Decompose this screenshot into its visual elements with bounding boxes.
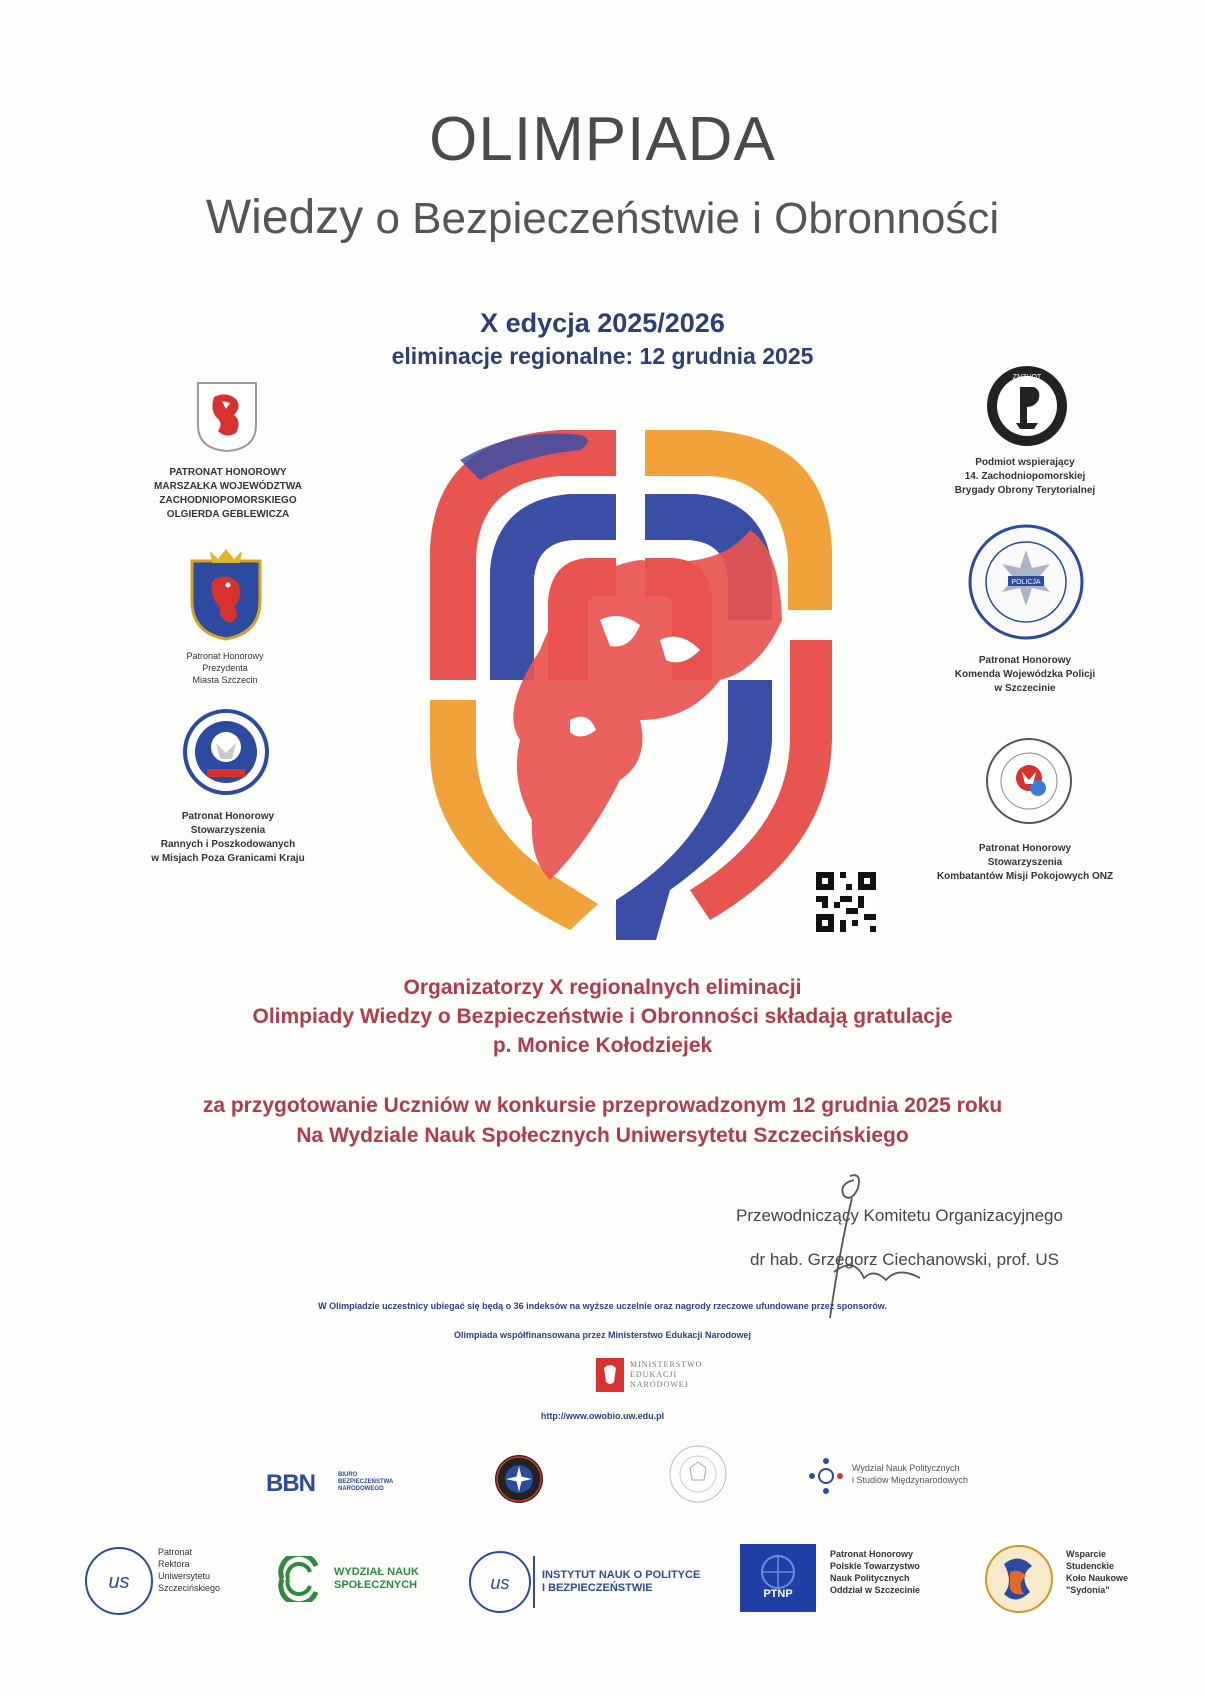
sydonia-club-logo-icon bbox=[984, 1544, 1054, 1614]
university-seal-faint-icon bbox=[668, 1444, 728, 1504]
nato-center-badge-icon bbox=[494, 1454, 544, 1504]
svg-text:us: us bbox=[108, 1571, 130, 1593]
caption-line: Komenda Wojewódzka Policji bbox=[954, 669, 1096, 680]
szczecin-crest-icon bbox=[188, 545, 264, 641]
patron-police-caption bbox=[930, 654, 1120, 696]
caption-line: Stowarzyszenia bbox=[190, 825, 266, 836]
patron-mayor-caption bbox=[150, 650, 300, 686]
ptnp-line: Patronat Honorowy bbox=[830, 1549, 914, 1559]
caption-line: Kombatantów Misji Pokojowych ONZ bbox=[936, 871, 1114, 882]
elimination-date: eliminacje regionalne: 12 grudnia 2025 bbox=[391, 343, 814, 369]
caption-line: Miasta Szczecin bbox=[192, 675, 258, 685]
sydonia-line: "Sydonia" bbox=[1066, 1585, 1110, 1595]
rector-patron-text bbox=[158, 1546, 220, 1594]
qr-code-icon[interactable] bbox=[816, 872, 876, 932]
wnpism-logo-text bbox=[852, 1462, 968, 1486]
rector-line: Rektora bbox=[158, 1559, 190, 1569]
patron-wot-caption bbox=[930, 456, 1120, 498]
recipient-name: p. Monice Kołodziejek bbox=[492, 1034, 713, 1057]
edition-label: X edycja 2025/2026 bbox=[480, 308, 725, 338]
wnpism-line: Wydział Nauk Politycznych bbox=[852, 1463, 960, 1473]
signature-role: Przewodniczący Komitetu Organizacyjnego bbox=[736, 1206, 1063, 1225]
wnpism-line: i Studiów Międzynarodowych bbox=[852, 1475, 969, 1485]
ptnp-line: Polskie Towarzystwo bbox=[830, 1561, 920, 1571]
police-headquarters-seal-icon bbox=[968, 524, 1084, 640]
congrats-line-1: Organizatorzy X regionalnych eliminacji bbox=[403, 976, 802, 999]
congrats-line-4: za przygotowanie Uczniów w konkursie przeprowadzonym 12 grudnia 2025 roku bbox=[202, 1094, 1003, 1117]
wns-logo-text bbox=[334, 1566, 419, 1592]
ministry-logo-text bbox=[630, 1360, 702, 1390]
caption-line: PATRONAT HONOROWY bbox=[169, 467, 287, 478]
rector-line: Szczecińskiego bbox=[158, 1583, 221, 1593]
congrats-line-2: Olimpiady Wiedzy o Bezpieczeństwie i Obronności składają gratulacje bbox=[252, 1005, 953, 1028]
sydonia-line: Studenckie bbox=[1066, 1561, 1115, 1571]
bbn-line: BIURO bbox=[338, 1472, 358, 1478]
caption-line: Podmiot wspierający bbox=[975, 457, 1075, 468]
page-subtitle bbox=[0, 190, 1205, 245]
west-pomerania-crest-icon bbox=[196, 381, 258, 453]
territorial-defense-badge-icon bbox=[986, 365, 1068, 447]
ptnp-line: Nauk Politycznych bbox=[830, 1573, 910, 1583]
police-badge-text: POLICJA bbox=[1011, 579, 1041, 586]
sydonia-support-text bbox=[1066, 1548, 1128, 1596]
ptnp-logo-icon bbox=[740, 1544, 816, 1612]
caption-line: Patronat Honorowy bbox=[978, 843, 1072, 854]
patron-veterans-caption bbox=[138, 810, 318, 866]
badge-top-text: ZNZHOT bbox=[1012, 374, 1042, 381]
rector-line: Uniwersytetu bbox=[158, 1571, 211, 1581]
subtitle-rest: o Bezpieczeństwie i Obronności bbox=[375, 194, 1000, 243]
un-veterans-seal-icon bbox=[986, 738, 1072, 824]
wns-line: WYDZIAŁ NAUK bbox=[334, 1566, 419, 1578]
congrats-line-5: Na Wydziale Nauk Społecznych Uniwersytetu Szczecińskiego bbox=[296, 1124, 909, 1147]
caption-line: Rannych i Poszkodowanych bbox=[160, 839, 296, 850]
ptnp-patron-text bbox=[830, 1548, 920, 1596]
olympiad-url-link[interactable]: http://www.owobio.uw.edu.pl bbox=[540, 1411, 665, 1421]
sydonia-line: Koło Naukowe bbox=[1066, 1573, 1129, 1583]
signature-name: dr hab. Grzegorz Ciechanowski, prof. US bbox=[750, 1250, 1059, 1269]
caption-line: w Szczecinie bbox=[994, 683, 1056, 694]
ministry-line: NARODOWEJ bbox=[630, 1380, 689, 1389]
svg-text:us: us bbox=[490, 1573, 510, 1593]
caption-line: Stowarzyszenia bbox=[987, 857, 1063, 868]
patron-marshal-caption bbox=[138, 466, 318, 522]
bbn-logo-text bbox=[338, 1472, 393, 1493]
caption-line: 14. Zachodniopomorskiej bbox=[964, 471, 1086, 482]
caption-line: ZACHODNIOPOMORSKIEGO bbox=[159, 495, 297, 506]
bbn-line: NARODOWEGO bbox=[338, 1486, 384, 1492]
caption-line: Brygady Obrony Terytorialnej bbox=[954, 485, 1096, 496]
caption-line: Prezydenta bbox=[202, 663, 248, 673]
ministry-line: EDUKACJI bbox=[630, 1370, 678, 1379]
prizes-note: W Olimpiadzie uczestnicy ubiegać się będą o 36 indeksów na wyższe uczelnie oraz nagrody rzeczowe ufundowane przez sponsorów. bbox=[318, 1301, 887, 1311]
subtitle-word: Wiedzy bbox=[205, 191, 364, 244]
polish-eagle-emblem-icon bbox=[596, 1358, 624, 1392]
sydonia-line: Wsparcie bbox=[1066, 1549, 1107, 1559]
bbn-logo-mark: BBN bbox=[266, 1470, 315, 1497]
wns-logo-icon bbox=[276, 1556, 326, 1602]
inpib-line: INSTYTUT NAUK O POLITYCE bbox=[542, 1569, 701, 1581]
bbn-line: BEZPIECZEŃSTWA bbox=[338, 1479, 394, 1485]
ministry-line: MINISTERSTWO bbox=[630, 1360, 703, 1369]
caption-line: Patronat Honorowy bbox=[186, 651, 264, 661]
page-title: OLIMPIADA bbox=[429, 105, 776, 174]
logo-divider bbox=[533, 1556, 535, 1608]
caption-line: Patronat Honorowy bbox=[181, 811, 275, 822]
caption-line: MARSZAŁKA WOJEWÓDZTWA bbox=[154, 481, 302, 492]
university-szczecin-logo-icon bbox=[84, 1546, 154, 1616]
caption-line: Patronat Honorowy bbox=[978, 655, 1072, 666]
inpib-line: I BEZPIECZEŃSTWIE bbox=[542, 1582, 653, 1594]
olympiad-shield-logo bbox=[420, 420, 840, 940]
funding-note: Olimpiada współfinansowana przez Ministerstwo Edukacji Narodowej bbox=[453, 1330, 752, 1340]
wns-line: SPOŁECZNYCH bbox=[334, 1579, 418, 1591]
ptnp-mark: PTNP bbox=[763, 1588, 793, 1600]
veterans-association-badge-icon bbox=[183, 709, 269, 795]
university-seal-small-icon bbox=[468, 1550, 532, 1614]
caption-line: OLGIERDA GEBLEWICZA bbox=[166, 509, 290, 520]
wnpism-logo-icon bbox=[806, 1456, 846, 1496]
caption-line: w Misjach Poza Granicami Kraju bbox=[151, 853, 305, 864]
ptnp-line: Oddział w Szczecinie bbox=[830, 1585, 921, 1595]
rector-line: Patronat bbox=[158, 1547, 193, 1557]
patron-un-veterans-caption bbox=[920, 842, 1130, 884]
inpib-logo-text bbox=[542, 1569, 700, 1595]
